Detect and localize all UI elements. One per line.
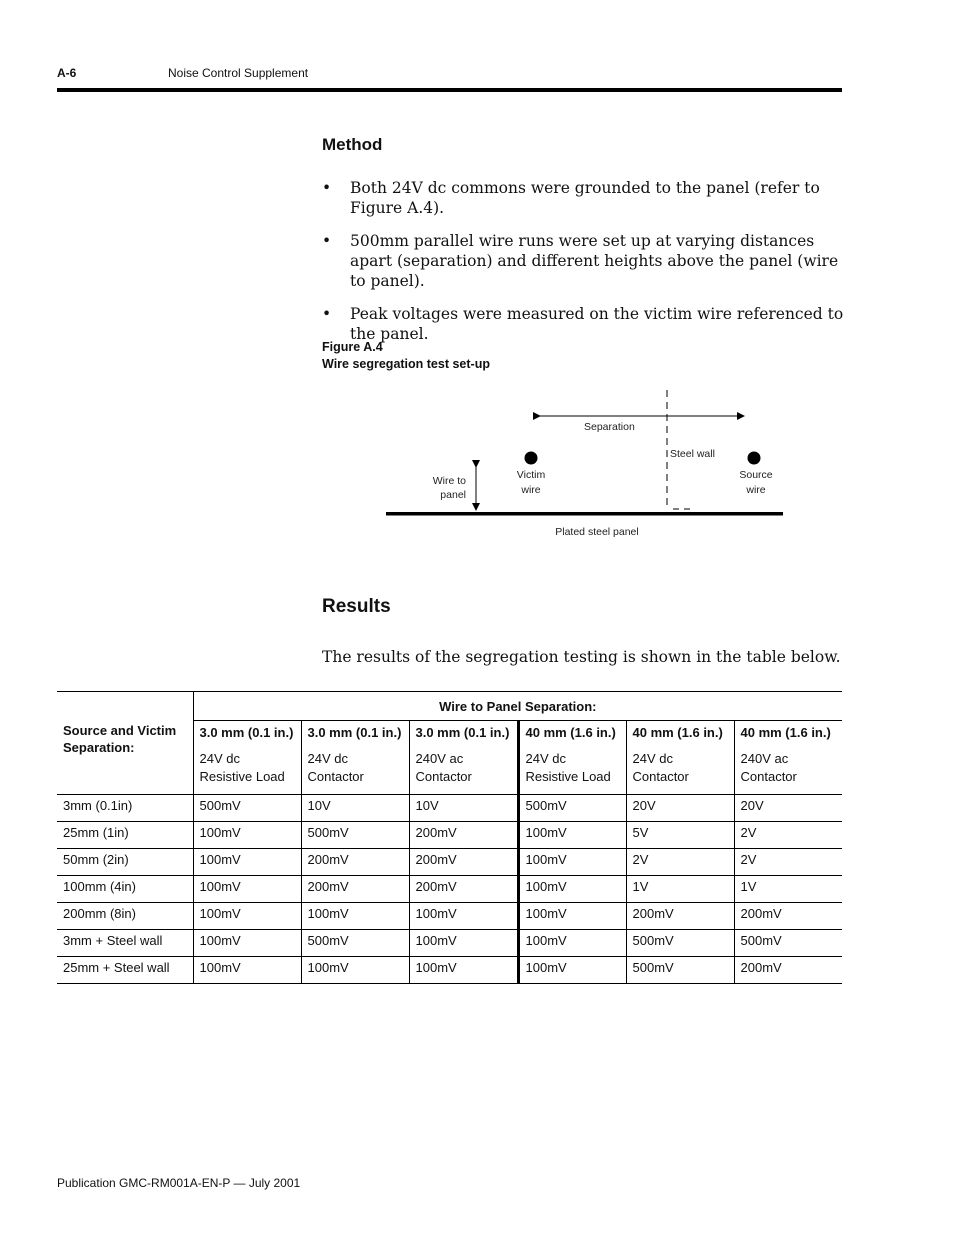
separation-label: Separation (584, 421, 635, 433)
wire-to-panel-label-2: panel (440, 489, 466, 501)
table-row (57, 849, 842, 876)
table-cell: 100mV (193, 930, 301, 957)
table-cell: 1V (626, 876, 734, 903)
table-cell: 500mV (193, 795, 301, 822)
table-cell: 200mV (734, 957, 842, 984)
table-cell: 500mV (301, 822, 409, 849)
column-header: 40 mm (1.6 in.) 240V ac Contactor (734, 721, 842, 795)
source-label: Source (739, 469, 773, 481)
column-header: 40 mm (1.6 in.) 24V dc Contactor (626, 721, 734, 795)
bullet-icon: • (322, 179, 332, 197)
figure-number: Figure A.4 (322, 340, 383, 354)
table-cell: 200mV (301, 849, 409, 876)
table-cell: 100mV (518, 822, 626, 849)
table-cell: 2V (626, 849, 734, 876)
table-cell: 5V (626, 822, 734, 849)
table-cell: 500mV (301, 930, 409, 957)
victim-label-2: wire (521, 484, 541, 496)
table-cell: 500mV (626, 930, 734, 957)
table-cell: 200mV (734, 903, 842, 930)
column-header: 3.0 mm (0.1 in.) 24V dc Resistive Load (193, 721, 301, 795)
table-cell: 500mV (626, 957, 734, 984)
page-number: A-6 (57, 66, 77, 80)
table-cell: 100mV (193, 957, 301, 984)
list-item (322, 231, 847, 291)
row-label: 100mm (4in) (57, 876, 193, 903)
table-cell: 500mV (734, 930, 842, 957)
bullet-text: Both 24V dc commons were grounded to the panel (refer to Figure A.4). (350, 179, 820, 217)
table-cell: 20V (734, 795, 842, 822)
wire-segregation-diagram (380, 385, 800, 550)
table-cell: 100mV (518, 903, 626, 930)
column-header: 40 mm (1.6 in.) 24V dc Resistive Load (518, 721, 626, 795)
publication-footer: Publication GMC-RM001A-EN-P — July 2001 (57, 1176, 301, 1190)
row-label: 25mm (1in) (57, 822, 193, 849)
column-header: 3.0 mm (0.1 in.) 24V dc Contactor (301, 721, 409, 795)
table-cell: 200mV (301, 876, 409, 903)
table-cell: 100mV (193, 876, 301, 903)
table-row (57, 930, 842, 957)
list-item (322, 178, 847, 218)
figure-title: Wire segregation test set-up (322, 357, 490, 371)
table-row (57, 795, 842, 822)
steel-panel (386, 512, 783, 516)
victim-wire-dot (525, 452, 538, 465)
bullet-icon: • (322, 232, 332, 250)
table-cell: 100mV (518, 849, 626, 876)
table-cell: 200mV (409, 822, 518, 849)
table-cell: 100mV (193, 822, 301, 849)
figure-caption (322, 339, 490, 373)
method-bullet-list (322, 178, 847, 357)
row-label: 50mm (2in) (57, 849, 193, 876)
table-cell: 100mV (301, 957, 409, 984)
row-label: 3mm (0.1in) (57, 795, 193, 822)
table-cell: 200mV (409, 876, 518, 903)
list-item (322, 304, 847, 344)
method-heading: Method (322, 135, 383, 154)
table-cell: 100mV (193, 903, 301, 930)
table-cell: 10V (409, 795, 518, 822)
panel-label: Plated steel panel (555, 526, 639, 538)
source-label-2: wire (746, 484, 766, 496)
corner-header: Source and Victim Separation: (57, 692, 193, 795)
header-rule (57, 88, 842, 92)
table-cell: 500mV (518, 795, 626, 822)
table-cell: 2V (734, 849, 842, 876)
table-cell: 100mV (193, 849, 301, 876)
table-row (57, 957, 842, 984)
span-header: Wire to Panel Separation: (193, 692, 842, 721)
table-cell: 20V (626, 795, 734, 822)
section-title: Noise Control Supplement (168, 66, 309, 80)
table-row (57, 876, 842, 903)
steel-wall-label: Steel wall (670, 448, 715, 460)
table-row (57, 822, 842, 849)
source-wire-dot (748, 452, 761, 465)
table-cell: 100mV (409, 903, 518, 930)
table-cell: 10V (301, 795, 409, 822)
results-intro: The results of the segregation testing is shown in the table below. (322, 648, 841, 666)
table-row (57, 903, 842, 930)
table-cell: 2V (734, 822, 842, 849)
table-cell: 200mV (409, 849, 518, 876)
wire-to-panel-label: Wire to (432, 475, 466, 487)
table-cell: 100mV (518, 957, 626, 984)
row-label: 3mm + Steel wall (57, 930, 193, 957)
table-cell: 100mV (301, 903, 409, 930)
bullet-icon: • (322, 305, 332, 323)
bullet-text: 500mm parallel wire runs were set up at varying distances apart (separation) and different heights above the panel (wire to panel). (350, 232, 839, 290)
row-label: 200mm (8in) (57, 903, 193, 930)
table-cell: 100mV (409, 930, 518, 957)
victim-label: Victim (516, 469, 546, 481)
row-label: 25mm + Steel wall (57, 957, 193, 984)
column-header: 3.0 mm (0.1 in.) 240V ac Contactor (409, 721, 518, 795)
results-table (57, 691, 842, 984)
table-cell: 100mV (518, 876, 626, 903)
table-cell: 1V (734, 876, 842, 903)
table-cell: 100mV (409, 957, 518, 984)
table-cell: 100mV (518, 930, 626, 957)
bullet-text: Peak voltages were measured on the victim wire referenced to the panel. (350, 305, 844, 343)
table-cell: 200mV (626, 903, 734, 930)
results-heading: Results (322, 596, 391, 617)
